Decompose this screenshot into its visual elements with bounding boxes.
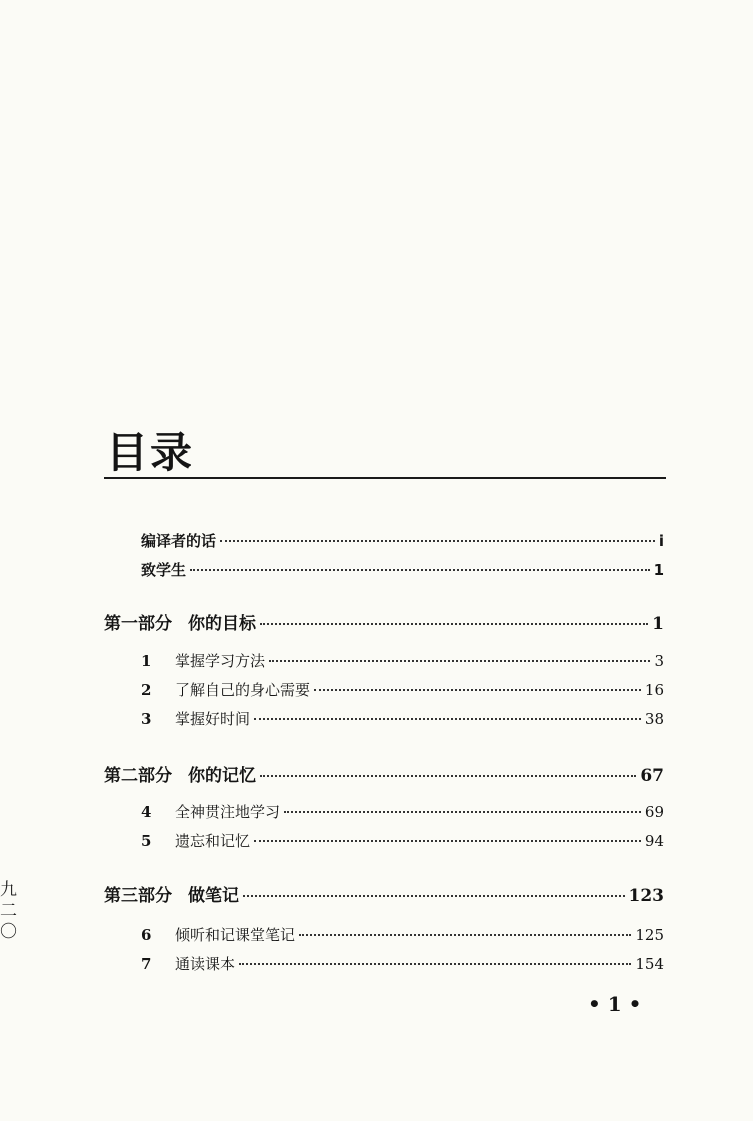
margin-mark: 九二〇 — [0, 880, 17, 942]
chapter-number: 6 — [141, 926, 152, 944]
leader-dots — [190, 569, 650, 571]
chapter-number: 3 — [141, 710, 152, 728]
chapter-number: 5 — [141, 832, 152, 850]
chapter-number: 2 — [141, 681, 152, 699]
chapter-page: 38 — [644, 710, 664, 728]
chapter-title: 掌握学习方法 — [175, 652, 266, 670]
chapter-page: 94 — [644, 832, 664, 850]
toc-chapter-2[interactable] — [141, 679, 664, 700]
leader-dots — [254, 840, 641, 842]
toc-entry-page: i — [658, 532, 664, 550]
chapter-number: 4 — [141, 803, 152, 821]
toc-entry-label: 编译者的话 — [141, 532, 217, 550]
toc-part-2[interactable] — [104, 761, 664, 786]
leader-dots — [260, 775, 636, 777]
toc-chapter-4[interactable] — [141, 801, 664, 822]
page-title: 目录 — [106, 428, 195, 477]
leader-dots — [254, 718, 641, 720]
toc-entry-page: 1 — [653, 561, 664, 579]
toc-part-1[interactable] — [104, 609, 664, 634]
part-page: 67 — [640, 766, 664, 786]
chapter-title: 掌握好时间 — [175, 710, 251, 728]
part-title: 你的目标 — [188, 614, 256, 634]
toc-chapter-6[interactable] — [141, 924, 664, 945]
chapter-title: 倾听和记课堂笔记 — [175, 926, 296, 944]
part-page: 123 — [628, 886, 664, 906]
leader-dots — [239, 963, 631, 965]
chapter-title: 遗忘和记忆 — [175, 832, 251, 850]
leader-dots — [220, 540, 655, 542]
toc-chapter-1[interactable] — [141, 650, 664, 671]
toc-entry-to-students[interactable] — [141, 559, 664, 580]
toc-chapter-5[interactable] — [141, 830, 664, 851]
toc-part-3[interactable] — [104, 881, 664, 906]
leader-dots — [243, 895, 625, 897]
leader-dots — [269, 660, 650, 662]
part-page: 1 — [652, 614, 664, 634]
toc-entry-translator-note[interactable] — [141, 530, 664, 551]
toc-chapter-7[interactable] — [141, 953, 664, 974]
chapter-page: 154 — [635, 955, 664, 973]
leader-dots — [299, 934, 631, 936]
leader-dots — [284, 811, 641, 813]
toc-chapter-3[interactable] — [141, 708, 664, 729]
leader-dots — [314, 689, 641, 691]
chapter-title: 通读课本 — [175, 955, 236, 973]
part-title: 你的记忆 — [188, 766, 256, 786]
chapter-page: 3 — [654, 652, 664, 670]
part-label: 第三部分 — [104, 886, 172, 906]
toc-entry-label: 致学生 — [141, 561, 187, 579]
chapter-page: 125 — [635, 926, 664, 944]
part-title: 做笔记 — [188, 886, 239, 906]
part-label: 第一部分 — [104, 614, 172, 634]
chapter-title: 了解自己的身心需要 — [175, 681, 311, 699]
chapter-number: 7 — [141, 955, 152, 973]
title-rule — [104, 477, 666, 479]
part-label: 第二部分 — [104, 766, 172, 786]
chapter-title: 全神贯注地学习 — [175, 803, 281, 821]
page-number: • 1 • — [588, 992, 642, 1016]
chapter-page: 69 — [644, 803, 664, 821]
chapter-number: 1 — [141, 652, 152, 670]
chapter-page: 16 — [644, 681, 664, 699]
leader-dots — [260, 623, 648, 625]
